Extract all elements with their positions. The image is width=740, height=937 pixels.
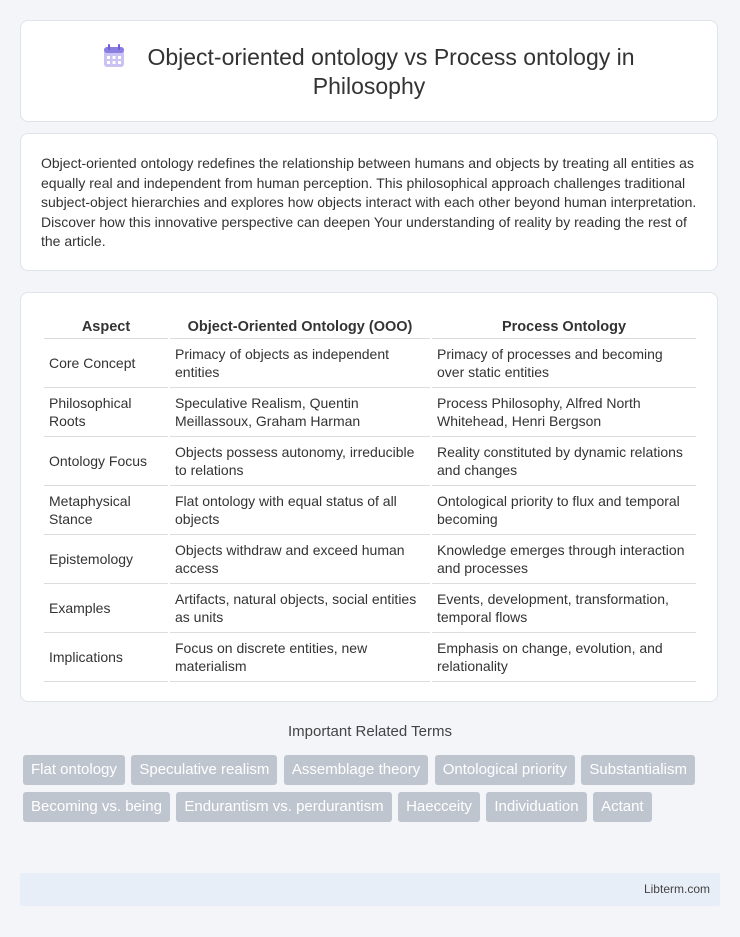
table-row <box>44 339 696 388</box>
aspect-cell: Metaphysical Stance <box>44 486 168 535</box>
ooo-cell: Objects possess autonomy, irreducible to relations <box>170 437 430 486</box>
tag-haecceity[interactable]: Haecceity <box>398 792 480 822</box>
process-cell: Primacy of processes and becoming over static entities <box>432 339 696 388</box>
footer-brand-link[interactable]: Libterm.com <box>643 882 710 896</box>
aspect-cell: Examples <box>44 584 168 633</box>
tag-individuation[interactable]: Individuation <box>486 792 586 822</box>
related-terms-heading: Important Related Terms <box>288 723 452 740</box>
aspect-cell: Implications <box>44 633 168 682</box>
header-aspect: Aspect <box>44 316 168 339</box>
table-row <box>44 535 696 584</box>
related-terms-list <box>23 755 703 829</box>
comparison-card <box>20 292 718 702</box>
page-title <box>21 43 717 101</box>
aspect-cell: Epistemology <box>44 535 168 584</box>
process-cell: Emphasis on change, evolution, and relationality <box>432 633 696 682</box>
table-row <box>44 437 696 486</box>
calendar-icon <box>103 44 125 68</box>
table-row <box>44 633 696 682</box>
process-cell: Ontological priority to flux and temporal becoming <box>432 486 696 535</box>
ooo-cell: Objects withdraw and exceed human access <box>170 535 430 584</box>
tag-ontological-priority[interactable]: Ontological priority <box>435 755 575 785</box>
intro-card <box>20 133 718 271</box>
intro-text: Object-oriented ontology redefines the relationship between humans and objects by treating all entities as equally real and independent from human perception. This philosophical approach challenges traditional subject-object hierarchies and explores how objects interact with each other beyond human interpretation. Discover how this innovative perspective can deepen Your understanding of reality by reading the rest of the article. <box>41 155 697 249</box>
process-cell: Knowledge emerges through interaction and processes <box>432 535 696 584</box>
ooo-cell: Focus on discrete entities, new materialism <box>170 633 430 682</box>
tag-endurantism-vs-perdurantism[interactable]: Endurantism vs. perdurantism <box>176 792 391 822</box>
tag-flat-ontology[interactable]: Flat ontology <box>23 755 125 785</box>
ooo-cell: Primacy of objects as independent entities <box>170 339 430 388</box>
tag-assemblage-theory[interactable]: Assemblage theory <box>284 755 428 785</box>
tag-speculative-realism[interactable]: Speculative realism <box>131 755 277 785</box>
table-header-row <box>44 316 696 339</box>
process-cell: Reality constituted by dynamic relations and changes <box>432 437 696 486</box>
tag-substantialism[interactable]: Substantialism <box>581 755 695 785</box>
aspect-cell: Core Concept <box>44 339 168 388</box>
header-ooo: Object-Oriented Ontology (OOO) <box>170 316 430 339</box>
header-process: Process Ontology <box>432 316 696 339</box>
title-line-2: Philosophy <box>312 73 426 99</box>
aspect-cell: Ontology Focus <box>44 437 168 486</box>
tag-actant[interactable]: Actant <box>593 792 652 822</box>
ooo-cell: Speculative Realism, Quentin Meillassoux, Graham Harman <box>170 388 430 437</box>
table-row <box>44 388 696 437</box>
process-cell: Events, development, transformation, temporal flows <box>432 584 696 633</box>
title-card <box>20 20 718 122</box>
tag-becoming-vs-being[interactable]: Becoming vs. being <box>23 792 170 822</box>
ooo-cell: Flat ontology with equal status of all objects <box>170 486 430 535</box>
aspect-cell: Philosophical Roots <box>44 388 168 437</box>
ooo-cell: Artifacts, natural objects, social entities as units <box>170 584 430 633</box>
comparison-table <box>42 316 698 682</box>
process-cell: Process Philosophy, Alfred North Whitehead, Henri Bergson <box>432 388 696 437</box>
table-row <box>44 584 696 633</box>
table-row <box>44 486 696 535</box>
footer <box>20 873 720 906</box>
title-line-1: Object-oriented ontology vs Process ontology in <box>147 44 635 70</box>
